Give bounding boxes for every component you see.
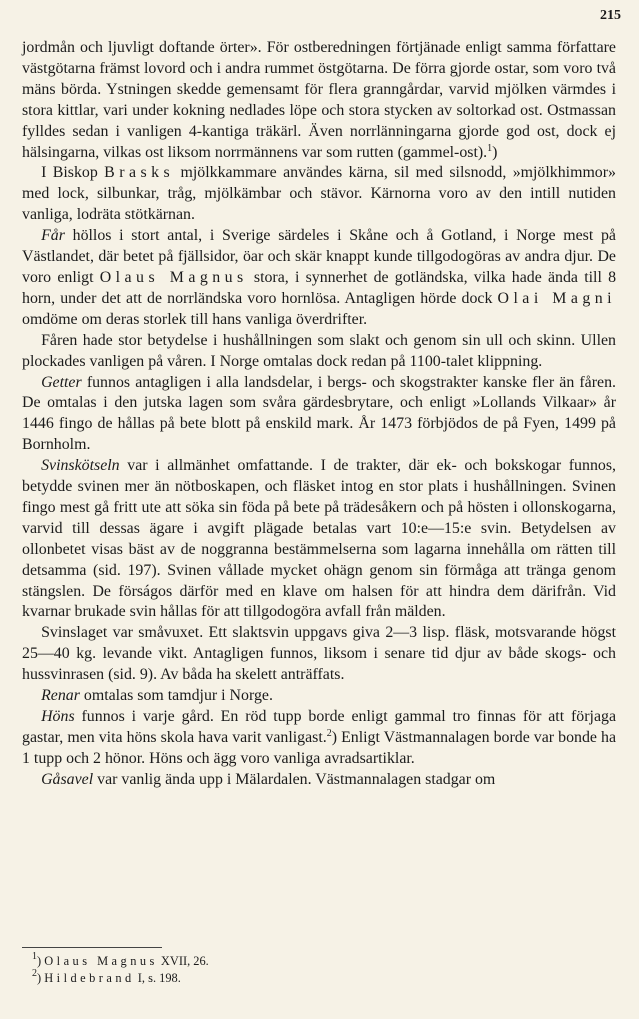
footnote-author: Hildebrand bbox=[44, 971, 135, 985]
paragraph-svinskotsel bbox=[22, 456, 616, 623]
paragraph-text: omdöme om deras storlek till hans vanliga överdrifter. bbox=[22, 310, 368, 328]
footnote-mark: 1 bbox=[32, 951, 37, 962]
footnote-mark: 2 bbox=[32, 968, 37, 979]
paragraph-text: funnos antagligen i alla landsdelar, i bergs- och skogstrakter kanske fler än fåren. De omtalas i den jutska lagen som svåra gärdesbrytare, och enligt »Lollands Vilkaar» år 1446 fingo de hållas på bete blott på enskild mark. År 1473 förbjödos de på Fyen, 1499 på Bornholm. bbox=[22, 373, 616, 454]
topic-term: Renar bbox=[41, 687, 80, 705]
paragraph-text: Enligt Västmannalagen borde var bonde ha 1 tupp och 2 hönor. Höns och ägg voro vanliga avradsartiklar. bbox=[22, 728, 616, 767]
topic-term: Getter bbox=[41, 373, 82, 391]
paragraph-gasavel bbox=[22, 770, 616, 791]
footnote-ref-text: XVII, 26. bbox=[157, 954, 209, 968]
topic-term: Gåsavel bbox=[41, 770, 94, 788]
paragraph-hons: Höns funnos i varje gård. En röd tupp borde enligt gammal tro finnas för att förjaga gastar, men vita höns skola hava varit vanligast.$^2$) Enligt Västmannalagen borde var bonde ha 1 tupp och 2 hönor. Höns och ägg voro vanliga avradsartiklar. bbox=[22, 708, 616, 767]
footnote-ref: 1 bbox=[487, 142, 493, 154]
paragraph-text: jordmån och ljuvligt doftande örter». För ostberedningen förtjänade enligt samma författare västgötarna främst lovord och i andra rummet östgötarna. De förra gjorde ostar, som voro två mäns börda. Ystningen skedde gemensamt för flera granngårdar, varvid mjölken värmdes i stora kittlar, vari under kokning nedlades löpe och stora stycken av soltorkad ost. Ostmassan fylldes sedan i vanligen 4-kantiga träkärl. Även norrlänningarna gjorde god ost, dock ej hälsingarna, vilkas ost liksom norrmännens var som rutten (gammel-ost). bbox=[22, 39, 616, 161]
paragraph-text: mjölkkammare användes kärna, sil med silsnodd, »mjölkhimmor» med lock, silbunkar, tråg, mjölkämbar och stävor. Kärnorna voro av den intill nutiden vanliga, lodräta stötkärnan. bbox=[22, 164, 616, 224]
spaced-name: Olaus Magnus bbox=[99, 268, 248, 286]
footnote-ref-text: I, s. 198. bbox=[134, 971, 181, 985]
page-number: 215 bbox=[600, 8, 621, 23]
topic-term: Höns bbox=[41, 708, 75, 725]
paragraph-svinslag: Svinslaget var småvuxet. Ett slaktsvin uppgavs giva 2—3 lisp. fläsk, motsvarande högst 25—40 kg. levande vikt. Antagligen funnos, liksom i senare tid djur av både skogs- och hussvinrasen (sid. 9). Av båda ha skelett anträffats. bbox=[22, 624, 616, 684]
footnote-ref: 2 bbox=[326, 727, 332, 739]
spaced-name: Brasks bbox=[104, 164, 175, 182]
paragraph-text: I Biskop bbox=[41, 164, 105, 182]
paragraph-text: höllos i stort antal, i Sverige särdeles i Skåne och å Gotland, i Norge mest på Västlandet, där betet på fjällsidor, öar och skär knappt kunde tillgodogöras av andra djur. De voro enligt bbox=[22, 227, 616, 286]
footnote: $^1$) Olaus Magnus XVII, 26. bbox=[32, 951, 209, 968]
footnotes bbox=[22, 953, 616, 987]
topic-term: Svinskötseln bbox=[41, 457, 120, 475]
paragraph-text: var vanlig ända upp i Mälardalen. Västmannalagen stadgar om bbox=[93, 770, 496, 788]
paragraph-text: stora, i synnerhet de gotländska, vilka hade ända till 8 horn, under det att de norrländska voro hornlösa. Antagligen hörde dock bbox=[22, 268, 617, 307]
paragraph-ost: jordmån och ljuvligt doftande örter». För ostberedningen förtjänade enligt samma författare västgötarna främst lovord och i andra rummet östgötarna. De förra gjorde ostar, som voro två mäns börda. Ystningen skedde gemensamt för flera granngårdar, varvid mjölken värmdes i stora kittlar, vari under kokning nedlades löpe och stora stycken av soltorkad ost. Ostmassan fylldes sedan i vanligen 4-kantiga träkärl. Även norrlänningarna gjorde god ost, dock ej hälsingarna, vilkas ost liksom norrmännens var som rutten (gammel-ost).$^1$) bbox=[22, 39, 616, 161]
footnote-author: Olaus Magnus bbox=[44, 954, 158, 968]
topic-term: Får bbox=[41, 227, 65, 245]
paragraph-faren: Fåren hade stor betydelse i hushållningen som slakt och genom sin ull och skinn. Ullen plockades vanligen på våren. I Norge omtalas dock redan på 1100-talet klippning. bbox=[22, 331, 616, 370]
footnote-divider bbox=[22, 947, 162, 948]
paragraph-text: funnos i varje gård. En röd tupp borde enligt gammal tro finnas för att förjaga gastar, men vita höns skola hava varit vanligast. bbox=[22, 708, 616, 746]
paragraph-renar bbox=[22, 686, 616, 707]
paragraph-mjolkkammare bbox=[22, 163, 616, 226]
paragraph-far bbox=[22, 226, 616, 331]
body-text bbox=[22, 38, 616, 791]
spaced-name: Olai Magni bbox=[497, 289, 616, 307]
paragraph-text: var i allmänhet omfattande. I de trakter, där ek- och bokskogar funnos, betydde svinen mer än nötboskapen, och fläsket intog en stor plats i hushållningen. Svinen fingo mest gå fritt ute att söka sin föda på bete på trädesåkern och på hösten i ollonskogarna, varvid till dessas ägare i avgift plägade betalas vart 10:e—15:e svin. Betydelsen av ollonbetet visas bäst av de noggranna bestämmelserna som lagarna innehålla om rätten till detsamma (sid. 197). Svinen vållade mycket ohägn genom sin förmåga att tränga genom stängslen. De förságos därför med en klave om halsen för att hindra dem därifrån. Vid kvarnar brukade svin hållas för att tillgodogöra avfall från mälden. bbox=[22, 457, 616, 621]
paragraph-getter bbox=[22, 373, 616, 457]
paragraph-text: omtalas som tamdjur i Norge. bbox=[79, 687, 273, 705]
footnote: $^2$) Hildebrand I, s. 198. bbox=[32, 968, 181, 985]
